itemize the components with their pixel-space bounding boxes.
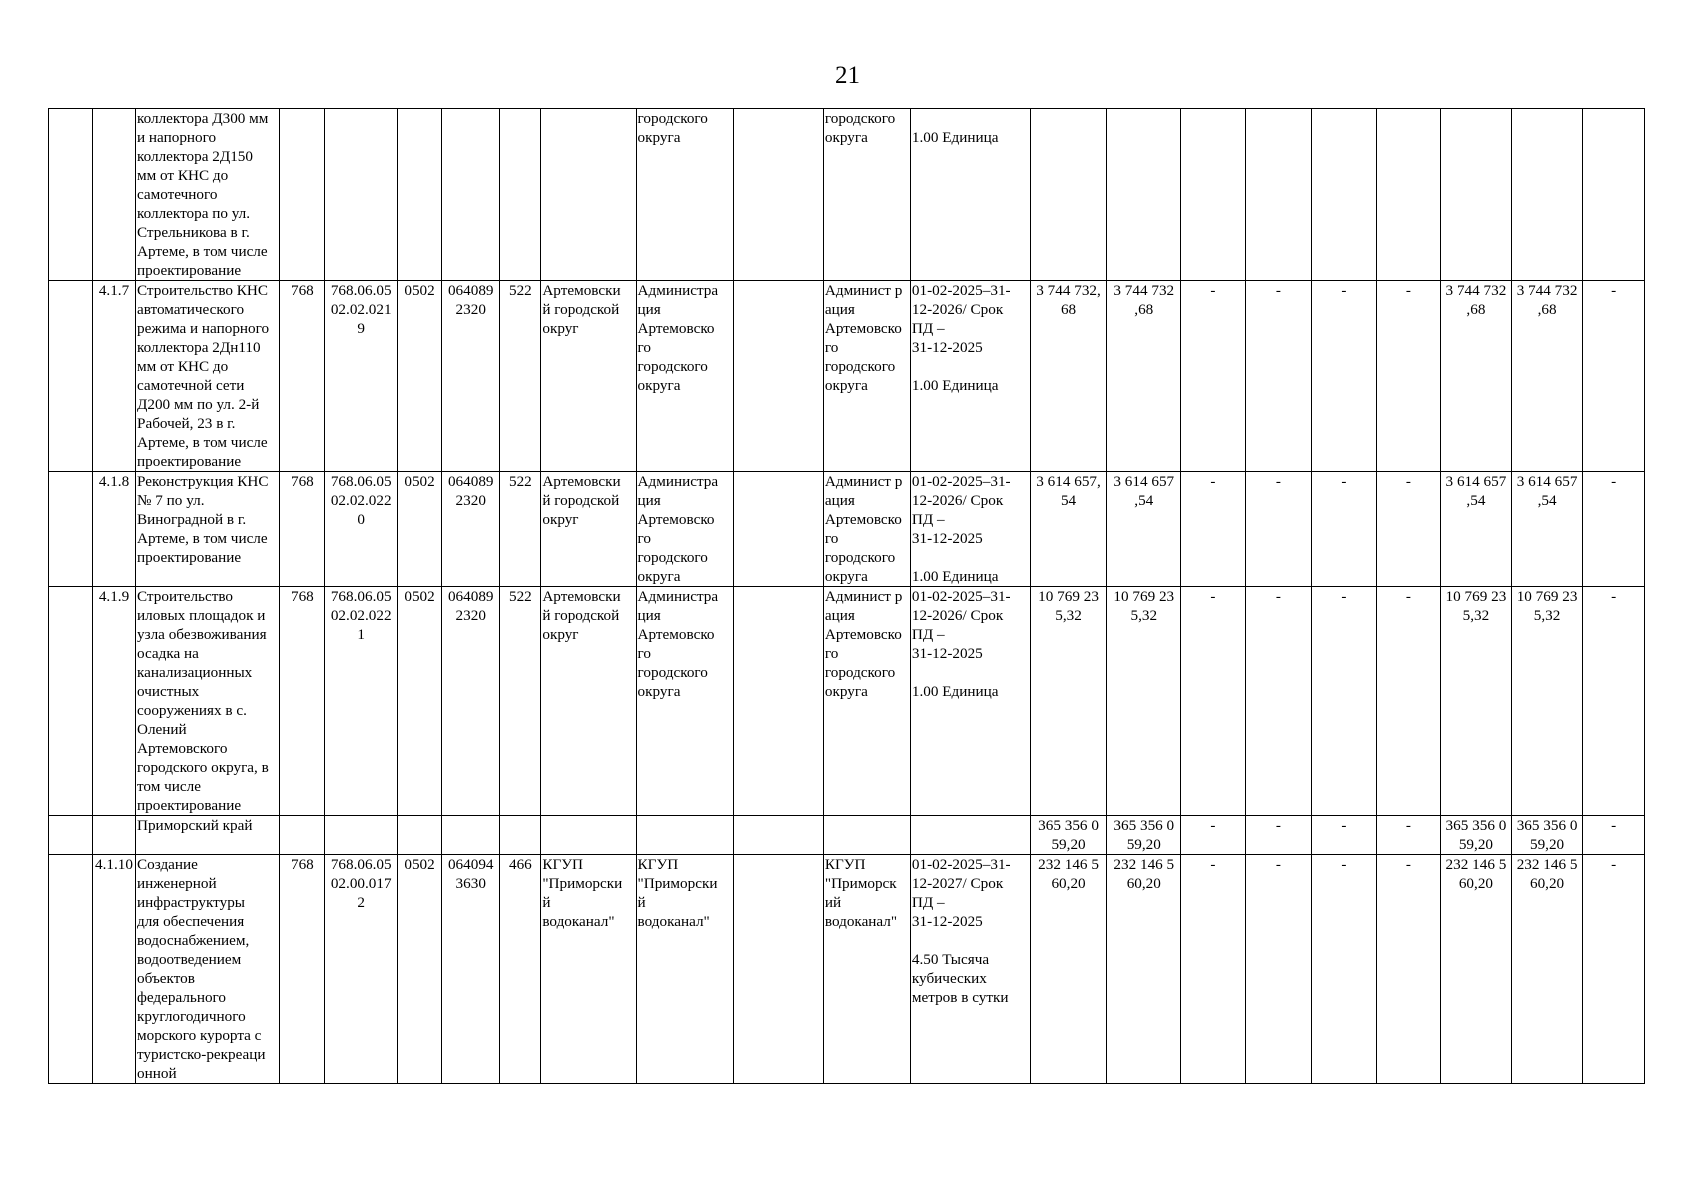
table-cell-v6	[1441, 109, 1512, 281]
table-cell-name: Строительство иловых площадок и узла обезвоживания осадка на канализационных очистных сооружениях в с. Олений Артемовского городского округа, в том числе проектирование	[136, 587, 280, 816]
table-cell-num: 4.1.7	[93, 281, 136, 472]
table-cell-grbs: 768	[280, 855, 325, 1084]
table-cell-v2: -	[1181, 472, 1245, 587]
table-cell-v8	[1583, 109, 1645, 281]
table-cell-margin	[49, 281, 93, 472]
table-cell-grbs: 768	[280, 281, 325, 472]
table-cell-v3: -	[1245, 816, 1312, 855]
table-cell-code	[325, 816, 398, 855]
table-cell-name: Реконструкция КНС № 7 по ул. Виноградной в г. Артеме, в том числе проектирование	[136, 472, 280, 587]
table-cell-v6: 232 146 5 60,20	[1441, 855, 1512, 1084]
table-cell-blank	[733, 109, 823, 281]
table-cell-total	[1030, 109, 1107, 281]
table-cell-total: 3 614 657, 54	[1030, 472, 1107, 587]
table-cell-v4: -	[1312, 281, 1376, 472]
table-cell-owner: Админист р ация Артемовско го городского округа	[823, 472, 910, 587]
table-cell-v7: 232 146 5 60,20	[1511, 855, 1583, 1084]
table-cell-rzpr: 0502	[398, 587, 442, 816]
table-cell-owner	[823, 816, 910, 855]
table-cell-v7: 3 614 657 ,54	[1511, 472, 1583, 587]
table-cell-customer: городского округа	[636, 109, 733, 281]
table-cell-v3	[1245, 109, 1312, 281]
table-cell-v6: 10 769 23 5,32	[1441, 587, 1512, 816]
table-cell-recipient	[541, 816, 636, 855]
table-cell-v2: -	[1181, 855, 1245, 1084]
table-cell-vr: 466	[500, 855, 541, 1084]
table-cell-v8: -	[1583, 587, 1645, 816]
table-cell-code: 768.06.05 02.02.021 9	[325, 281, 398, 472]
table-cell-v5: -	[1376, 281, 1440, 472]
table-cell-v5: -	[1376, 587, 1440, 816]
table-cell-v2: -	[1181, 816, 1245, 855]
table-cell-total: 3 744 732, 68	[1030, 281, 1107, 472]
table-cell-owner: городского округа	[823, 109, 910, 281]
table-cell-v4: -	[1312, 855, 1376, 1084]
table-cell-v5: -	[1376, 855, 1440, 1084]
table-cell-v8: -	[1583, 855, 1645, 1084]
table-cell-v4: -	[1312, 587, 1376, 816]
table-cell-v6: 365 356 0 59,20	[1441, 816, 1512, 855]
table-cell-term: 01-02-2025–31- 12-2027/ Срок ПД – 31-12-2025 4.50 Тысяча кубических метров в сутки	[910, 855, 1030, 1084]
table-cell-customer: Администра ция Артемовско го городского округа	[636, 472, 733, 587]
table-cell-code: 768.06.05 02.02.022 0	[325, 472, 398, 587]
table-cell-name: Строительство КНС автоматического режима и напорного коллектора 2Дн110 мм от КНС до самотечной сети Д200 мм по ул. 2-й Рабочей, 23 в г. Артеме, в том числе проектирование	[136, 281, 280, 472]
table-row	[49, 855, 1645, 1084]
table-cell-rzpr: 0502	[398, 472, 442, 587]
table-cell-margin	[49, 472, 93, 587]
table-cell-v7: 10 769 23 5,32	[1511, 587, 1583, 816]
table-row	[49, 281, 1645, 472]
table-cell-rzpr	[398, 816, 442, 855]
table-cell-csr	[442, 109, 500, 281]
table-cell-recipient: Артемовски й городской округ	[541, 472, 636, 587]
table-cell-recipient: КГУП "Приморски й водоканал"	[541, 855, 636, 1084]
table-cell-csr: 064094 3630	[442, 855, 500, 1084]
table-cell-owner: Админист р ация Артемовско го городского округа	[823, 281, 910, 472]
table-cell-name: Создание инженерной инфраструктуры для обеспечения водоснабжением, водоотведением объектов федерального круглогодичного морского курорта с туристско-рекреаци онной	[136, 855, 280, 1084]
table-cell-customer: КГУП "Приморски й водоканал"	[636, 855, 733, 1084]
table-cell-v4: -	[1312, 472, 1376, 587]
table-cell-v3: -	[1245, 855, 1312, 1084]
table-cell-v4: -	[1312, 816, 1376, 855]
table-cell-margin	[49, 587, 93, 816]
table-cell-vr	[500, 816, 541, 855]
table-cell-margin	[49, 109, 93, 281]
table-cell-vr: 522	[500, 281, 541, 472]
table-cell-customer: Администра ция Артемовско го городского округа	[636, 587, 733, 816]
table-cell-v8: -	[1583, 281, 1645, 472]
table-cell-rzpr	[398, 109, 442, 281]
table-cell-blank	[733, 587, 823, 816]
table-cell-recipient: Артемовски й городской округ	[541, 587, 636, 816]
table-cell-v1: 232 146 5 60,20	[1107, 855, 1181, 1084]
table-cell-margin	[49, 855, 93, 1084]
table-cell-code: 768.06.05 02.02.022 1	[325, 587, 398, 816]
table-cell-term: 01-02-2025–31- 12-2026/ Срок ПД – 31-12-2025 1.00 Единица	[910, 587, 1030, 816]
table-cell-num: 4.1.10	[93, 855, 136, 1084]
table-cell-v6: 3 744 732 ,68	[1441, 281, 1512, 472]
table-cell-owner: Админист р ация Артемовско го городского округа	[823, 587, 910, 816]
table-cell-grbs	[280, 816, 325, 855]
table-cell-csr	[442, 816, 500, 855]
table-cell-term	[910, 816, 1030, 855]
table-cell-v7: 365 356 0 59,20	[1511, 816, 1583, 855]
table-cell-total: 10 769 23 5,32	[1030, 587, 1107, 816]
table-cell-term: 01-02-2025–31- 12-2026/ Срок ПД – 31-12-2025 1.00 Единица	[910, 281, 1030, 472]
table-cell-vr: 522	[500, 472, 541, 587]
table-cell-v1: 10 769 23 5,32	[1107, 587, 1181, 816]
table-cell-grbs: 768	[280, 472, 325, 587]
table-cell-name: коллектора Д300 мм и напорного коллектора 2Д150 мм от КНС до самотечного коллектора по ул. Стрельникова в г. Артеме, в том числе проектирование	[136, 109, 280, 281]
table-cell-v7	[1511, 109, 1583, 281]
table-cell-v1: 3 614 657 ,54	[1107, 472, 1181, 587]
table-cell-grbs: 768	[280, 587, 325, 816]
table-cell-v2: -	[1181, 281, 1245, 472]
program-table	[48, 108, 1645, 1084]
table-cell-blank	[733, 816, 823, 855]
table-cell-csr: 064089 2320	[442, 587, 500, 816]
table-cell-name: Приморский край	[136, 816, 280, 855]
table-cell-csr: 064089 2320	[442, 281, 500, 472]
table-cell-v3: -	[1245, 281, 1312, 472]
table-cell-num	[93, 109, 136, 281]
table-row	[49, 472, 1645, 587]
table-cell-v1: 365 356 0 59,20	[1107, 816, 1181, 855]
table-cell-recipient: Артемовски й городской округ	[541, 281, 636, 472]
table-cell-term: 1.00 Единица	[910, 109, 1030, 281]
table-row	[49, 816, 1645, 855]
table-cell-v1	[1107, 109, 1181, 281]
table-cell-v1: 3 744 732 ,68	[1107, 281, 1181, 472]
table-cell-v6: 3 614 657 ,54	[1441, 472, 1512, 587]
table-cell-owner: КГУП "Приморск ий водоканал"	[823, 855, 910, 1084]
table-cell-recipient	[541, 109, 636, 281]
table-cell-total: 365 356 0 59,20	[1030, 816, 1107, 855]
table-cell-num	[93, 816, 136, 855]
table-cell-code: 768.06.05 02.00.017 2	[325, 855, 398, 1084]
table-cell-total: 232 146 5 60,20	[1030, 855, 1107, 1084]
table-cell-vr	[500, 109, 541, 281]
table-cell-blank	[733, 472, 823, 587]
table-cell-code	[325, 109, 398, 281]
table-cell-v3: -	[1245, 587, 1312, 816]
table-cell-num: 4.1.9	[93, 587, 136, 816]
table-cell-v4	[1312, 109, 1376, 281]
table-cell-margin	[49, 816, 93, 855]
table-cell-rzpr: 0502	[398, 855, 442, 1084]
table-cell-v2	[1181, 109, 1245, 281]
table-cell-v3: -	[1245, 472, 1312, 587]
table-cell-v5	[1376, 109, 1440, 281]
table-cell-rzpr: 0502	[398, 281, 442, 472]
table-cell-v8: -	[1583, 816, 1645, 855]
table-cell-v7: 3 744 732 ,68	[1511, 281, 1583, 472]
table-cell-num: 4.1.8	[93, 472, 136, 587]
table-row	[49, 587, 1645, 816]
table-cell-vr: 522	[500, 587, 541, 816]
table-cell-blank	[733, 855, 823, 1084]
table-cell-csr: 064089 2320	[442, 472, 500, 587]
table-cell-term: 01-02-2025–31- 12-2026/ Срок ПД – 31-12-2025 1.00 Единица	[910, 472, 1030, 587]
table-row	[49, 109, 1645, 281]
table-cell-grbs	[280, 109, 325, 281]
table-cell-v2: -	[1181, 587, 1245, 816]
table-cell-v8: -	[1583, 472, 1645, 587]
table-cell-customer: Администра ция Артемовско го городского округа	[636, 281, 733, 472]
page-number: 21	[835, 62, 860, 89]
table-cell-v5: -	[1376, 816, 1440, 855]
table-cell-v5: -	[1376, 472, 1440, 587]
table-cell-blank	[733, 281, 823, 472]
table-cell-customer	[636, 816, 733, 855]
